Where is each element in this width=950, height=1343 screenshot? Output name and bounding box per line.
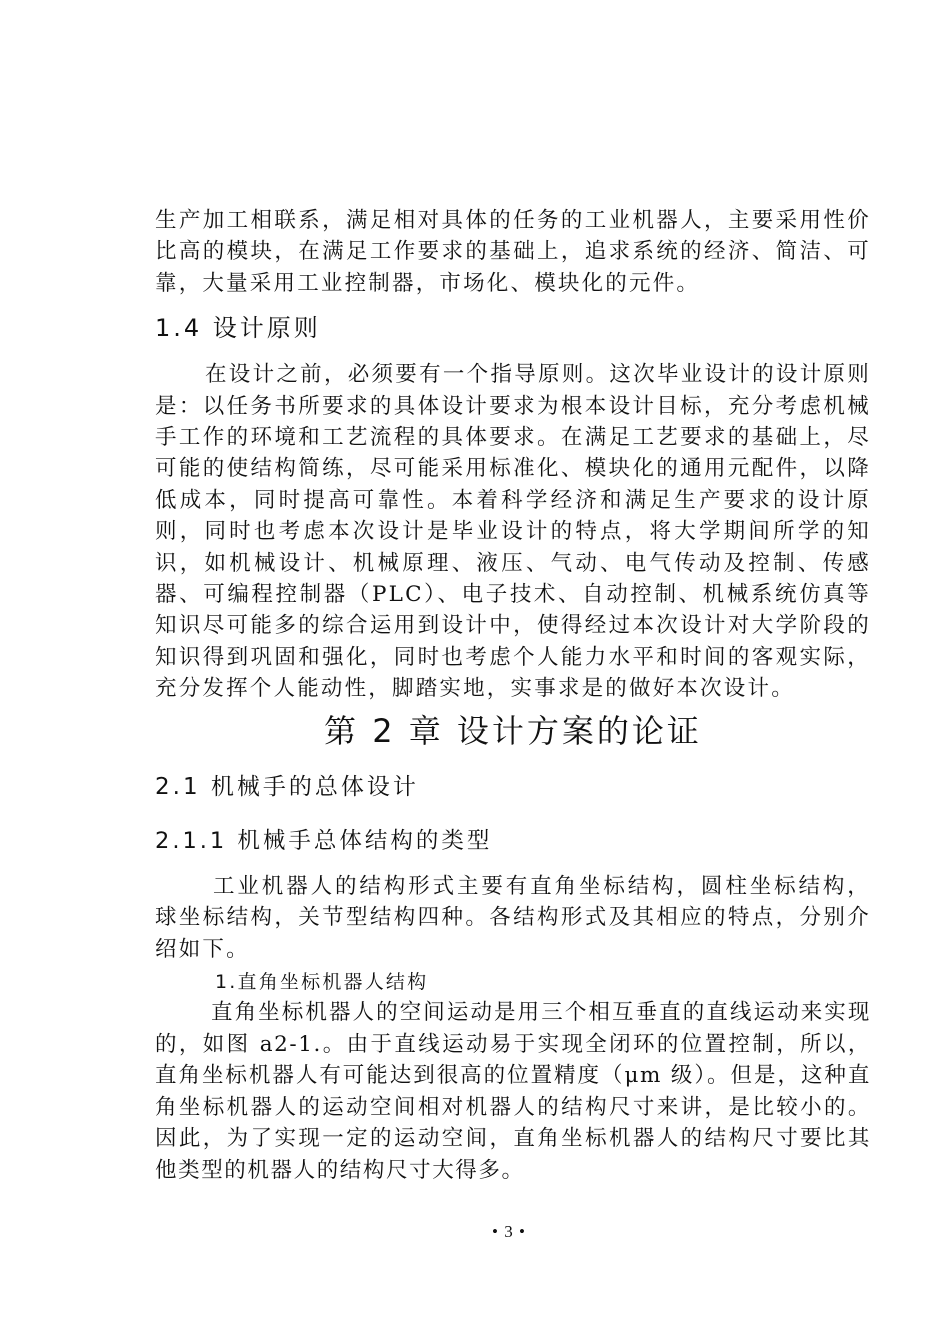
chapter-2-title: 第 2 章 设计方案的论证	[324, 711, 702, 750]
section-heading-2-1-1: 2.1.1 机械手总体结构的类型	[155, 827, 493, 854]
intro-paragraph: 生产加工相联系，满足相对具体的任务的工业机器人，主要采用性价比高的模块，在满足工作要求的基础上，追求系统的经济、简洁、可靠，大量采用工业控制器，市场化、模块化的元件。	[155, 208, 871, 296]
cartesian-robot-paragraph: 直角坐标机器人的空间运动是用三个相互垂直的直线运动来实现的，如图 a2-1.。由于直线运动易于实现全闭环的位置控制，所以，直角坐标机器人有可能达到很高的位置精度（μm 级）。但是，这种直角坐标机器人的运动空间相对机器人的结构尺寸来讲，是比较小的。因此，为了实现一定的运动空间，直角坐标机器人的结构尺寸要比其他类型的机器人的结构尺寸大得多。	[155, 999, 871, 1183]
cartesian-robot-heading: 1.直角坐标机器人结构	[215, 970, 429, 993]
section-heading-1-4: 1.4 设计原则	[155, 314, 321, 343]
design-principle-paragraph: 在设计之前，必须要有一个指导原则。这次毕业设计的设计原则是：以任务书所要求的具体设计要求为根本设计目标，充分考虑机械手工作的环境和工艺流程的具体要求。在满足工艺要求的基础上，尽可能的使结构简练，尽可能采用标准化、模块化的通用元配件，以降低成本，同时提高可靠性。本着科学经济和满足生产要求的设计原则，同时也考虑本次设计是毕业设计的特点，将大学期间所学的知识，如机械设计、机械原理、液压、气动、电气传动及控制、传感器、可编程控制器（PLC）、电子技术、自动控制、机械系统仿真等知识尽可能多的综合运用到设计中，使得经过本次设计对大学阶段的知识得到巩固和强化，同时也考虑个人能力水平和时间的客观实际，充分发挥个人能动性，脚踏实地，实事求是的做好本次设计。	[155, 362, 871, 702]
page-number: • 3 •	[492, 1222, 526, 1241]
document-page	[155, 205, 871, 1186]
section-heading-2-1: 2.1 机械手的总体设计	[155, 773, 419, 800]
structure-types-paragraph: 工业机器人的结构形式主要有直角坐标结构，圆柱坐标结构，球坐标结构，关节型结构四种。各结构形式及其相应的特点，分别介绍如下。	[155, 873, 871, 962]
